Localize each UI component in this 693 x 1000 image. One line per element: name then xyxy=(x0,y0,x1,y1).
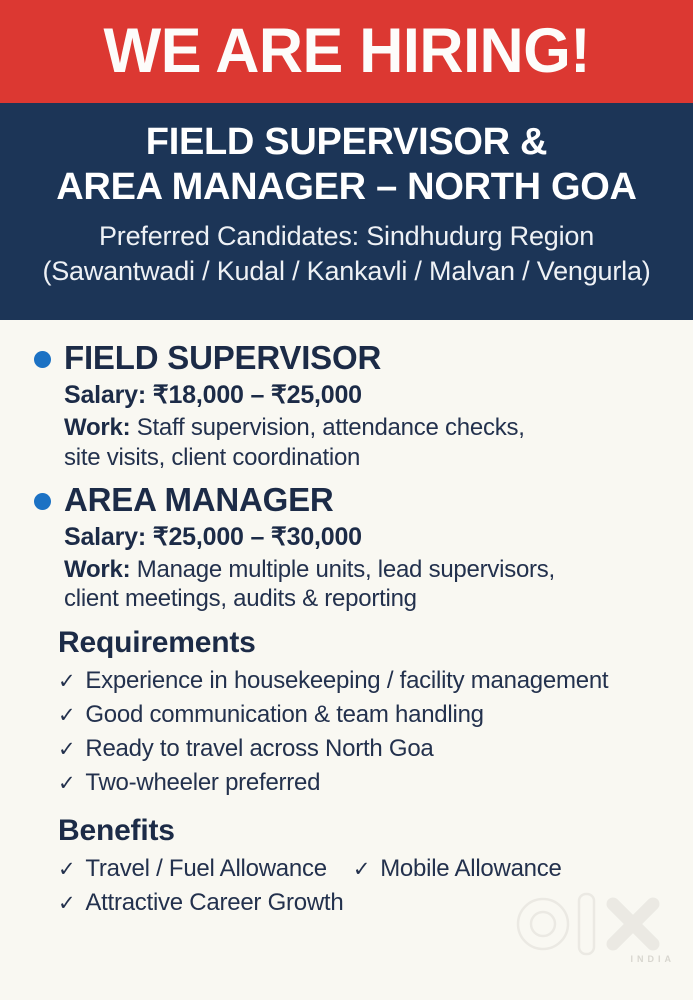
preferred-candidates-line: Preferred Candidates: Sindhudurg Region xyxy=(98,220,595,251)
work-label: Work: xyxy=(64,556,131,584)
benefits-title: Benefits xyxy=(58,813,175,847)
work-text-line-1: Staff supervision, attendance checks, xyxy=(136,414,525,442)
list-item-label: Travel / Fuel Allowance xyxy=(85,854,327,882)
list-item xyxy=(58,664,681,698)
check-icon: ✓ xyxy=(58,771,76,795)
work-text-line-2: client meetings, audits & reporting xyxy=(64,585,417,613)
role-title: AREA MANAGER xyxy=(64,480,334,518)
work-text-line-1: Manage multiple units, lead supervisors, xyxy=(136,556,555,584)
list-item xyxy=(58,766,681,800)
salary-value: ₹18,000 – ₹25,000 xyxy=(152,381,362,410)
check-icon: ✓ xyxy=(352,857,371,881)
role-salary xyxy=(64,380,681,410)
list-item xyxy=(58,886,681,920)
poster-body xyxy=(0,320,693,920)
work-label: Work: xyxy=(64,414,131,442)
job-title-line-2: AREA MANAGER – NORTH GOA xyxy=(56,165,637,208)
check-icon: ✓ xyxy=(58,737,76,761)
list-item-label: Mobile Allowance xyxy=(380,854,562,882)
list-item-label: Ready to travel across North Goa xyxy=(85,734,434,762)
requirements-list xyxy=(58,664,681,800)
role-heading xyxy=(34,482,681,518)
role-area-manager xyxy=(34,482,681,614)
list-item-label: Attractive Career Growth xyxy=(85,889,344,917)
list-item xyxy=(353,852,562,886)
hero-banner xyxy=(0,0,693,103)
list-item-label: Good communication & team handling xyxy=(85,700,484,728)
bullet-dot-icon xyxy=(34,493,51,510)
list-item xyxy=(58,732,681,766)
role-heading xyxy=(34,340,681,376)
olx-watermark-region: INDIA xyxy=(630,954,675,964)
check-icon: ✓ xyxy=(58,669,76,693)
salary-label: Salary: xyxy=(64,523,146,552)
role-title: FIELD SUPERVISOR xyxy=(64,339,382,376)
list-item-label: Experience in housekeeping / facility management xyxy=(85,666,609,694)
check-icon: ✓ xyxy=(58,703,76,727)
benefits-row xyxy=(58,852,681,886)
role-work xyxy=(64,413,681,472)
role-work xyxy=(64,555,681,614)
list-item-label: Two-wheeler preferred xyxy=(85,768,321,796)
role-salary xyxy=(64,522,681,552)
job-title-band xyxy=(0,103,693,320)
preferred-regions-line: (Sawantwadi / Kudal / Kankavli / Malvan / Vengurla) xyxy=(42,255,651,286)
check-icon: ✓ xyxy=(58,892,76,916)
requirements-title: Requirements xyxy=(58,625,256,659)
job-title-line-1: FIELD SUPERVISOR & xyxy=(145,121,548,163)
check-icon: ✓ xyxy=(58,857,76,881)
list-item xyxy=(58,852,327,886)
work-text-line-2: site visits, client coordination xyxy=(64,443,361,471)
salary-label: Salary: xyxy=(64,381,146,410)
role-field-supervisor xyxy=(34,340,681,472)
salary-value: ₹25,000 – ₹30,000 xyxy=(152,523,362,552)
list-item xyxy=(58,698,681,732)
hero-title: WE ARE HIRING! xyxy=(103,16,590,86)
bullet-dot-icon xyxy=(34,351,51,368)
benefits-list xyxy=(58,852,681,920)
